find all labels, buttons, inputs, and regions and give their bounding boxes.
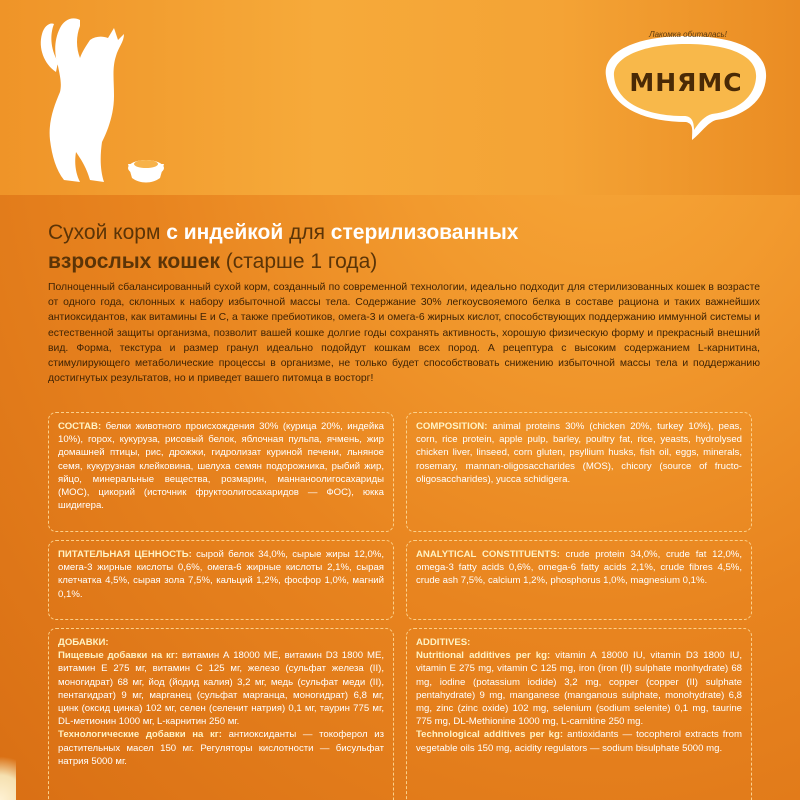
additives-en-technological-text: antioxidants — tocopherol extracts from vegetable oils 150 mg, acidity regulators — sodium bisulphate 5000 mg. [416, 729, 742, 754]
analysis-ru-text: сырой белок 34,0%, сырые жиры 12,0%, омега-3 жирные кислоты 0,6%, омега-6 жирные кислоты 2,1%, сырая клетчатка 4,5%, сырая зола 7,5%, кальций 1,2%, фосфор 1,0%, магний 0,1%. [58, 549, 384, 600]
additives-en-technological-label: Technological additives per kg: [416, 729, 564, 741]
additives-ru-box [48, 628, 394, 800]
brand-name: МНЯМС [629, 68, 743, 97]
additives-en-nutritional-label: Nutritional additives per kg: [416, 650, 551, 662]
product-description: Полноценный сбалансированный сухой корм, созданный по современной технологии, идеально подходит для стерилизованных кошек в возрасте от одного года, склонных к набору избыточной массы тела. Содержание 30% легкоусвояемого белка в составе рациона и таких важнейших антиоксидантов, как витамины E и C, а также пребиотиков, омега-3 и омега-6 жирных кислот, способствующих поддержанию иммунной системы и естественной защиты организма, позволит вашей кошке долгие годы сохранять активность, хорошую физическую форму и прекрасный внешний вид. Форма, текстура и размер гранул идеально подойдут кошкам всех пород. А рецептура с высоким содержанием L-карнитина, стимулирующего метаболические процессы в организме, не только будет способствовать снижению избыточной массы тела и поддержанию достигнутых результатов, но и приведет вашего питомца в восторг! [48, 282, 760, 385]
title-part-3: для [283, 221, 331, 244]
title-part-6: (старше 1 года) [219, 250, 378, 273]
composition-en-box [406, 412, 752, 532]
additives-ru-nutritional-text: витамин А 18000 МЕ, витамин D3 1800 МЕ, витамин Е 275 мг, витамин С 125 мг, железо (сульфат железа (II), моногидрат) 68 мг, йод (йодид калия) 3,2 мг, медь (сульфат меди (II), пентагидрат) 9 мг, марганец (сульфат марганца, моногидрат) 6,8 мг, цинк (оксид цинка) 102 мг, селен (селенит натрия) 0,1 мг, таурин 775 мг, DL-метионин 1000 мг, L-карнитин 250 мг. [58, 650, 385, 728]
product-title [48, 218, 768, 276]
additives-en-box [406, 628, 752, 800]
brand-tagline: Лакомка обиталась! [649, 30, 727, 39]
title-part-4: стерилизованных [330, 221, 519, 244]
additives-ru-heading: ДОБАВКИ: [58, 637, 109, 648]
title-part-1: Сухой корм [48, 221, 167, 244]
title-part-2: с индейкой [166, 221, 284, 244]
analysis-en-text: crude protein 34,0%, crude fat 12,0%, omega-3 fatty acids 0,6%, omega-6 fatty acids 2,1%, crude fibres 4,5%, crude ash 7,5%, calcium 1,2%, phosphorus 1,0%, magnesium 0,1%. [416, 549, 742, 587]
composition-ru-box [48, 412, 394, 532]
analysis-en-box [406, 540, 752, 620]
composition-en-heading: COMPOSITION: [416, 421, 488, 432]
additives-ru-technological-text: антиоксиданты — токоферол из растительных масел 150 мг. Регуляторы кислотности — бисульфат натрия 5000 мг. [58, 729, 384, 767]
additives-en-heading: ADDITIVES: [416, 637, 471, 648]
analysis-en-heading: ANALYTICAL CONSTITUENTS: [416, 549, 560, 560]
analysis-ru-heading: ПИТАТЕЛЬНАЯ ЦЕННОСТЬ: [58, 549, 192, 560]
decorative-edge [0, 740, 16, 800]
cat-silhouette-icon [20, 6, 170, 191]
composition-ru-heading: СОСТАВ: [58, 421, 102, 432]
additives-ru-technological-label: Технологические добавки на кг: [58, 729, 222, 741]
additives-en-nutritional-text: vitamin A 18000 IU, vitamin D3 1800 IU, vitamin E 275 mg, vitamin C 125 mg, iron (iron (II) sulphate monhydrate) 68 mg, iodine (potassium iodide) 3,2 mg, copper (copper (II) sulphate pentahydrate) 9 mg, manganese (manganous sulphate, monohydrate) 6,8 mg, zinc (zinc oxide) 102 mg, selenium (sodium selenite) 0,1 mg, taurine 775 mg, DL-Methionine 1000 mg, L-carnitine 250 mg. [416, 650, 742, 728]
additives-ru-nutritional-label: Пищевые добавки на кг: [58, 650, 179, 662]
analysis-ru-box [48, 540, 394, 620]
composition-ru-text: белки животного происхождения 30% (курица 20%, индейка 10%), горох, кукуруза, рисовый белок, яблочная пульпа, ячмень, жир домашней птицы, рис, дрожжи, гидролизат куриной печени, льняное семя, кукурузная клейковина, шелуха семян подорожника, рыбий жир, яйцо, минеральные вещества, розмарин, маннаноолигосахариды (МОС), цикорий (источник фруктоолигосахаридов — ФОС), юкка шидигера. [58, 421, 384, 512]
composition-en-text: animal proteins 30% (chicken 20%, turkey 10%), peas, corn, rice protein, apple pulp, barley, poultry fat, rice, yeasts, hydrolysed chicken liver, linseed, corn gluten, psyllium husks, fish oil, eggs, minerals, rosemary, mannan-oligosaccharides (MOS), chicory (source of fructo-oligosaccharides), yucca schidigera. [416, 421, 742, 485]
title-part-5: взрослых кошек [48, 250, 220, 273]
